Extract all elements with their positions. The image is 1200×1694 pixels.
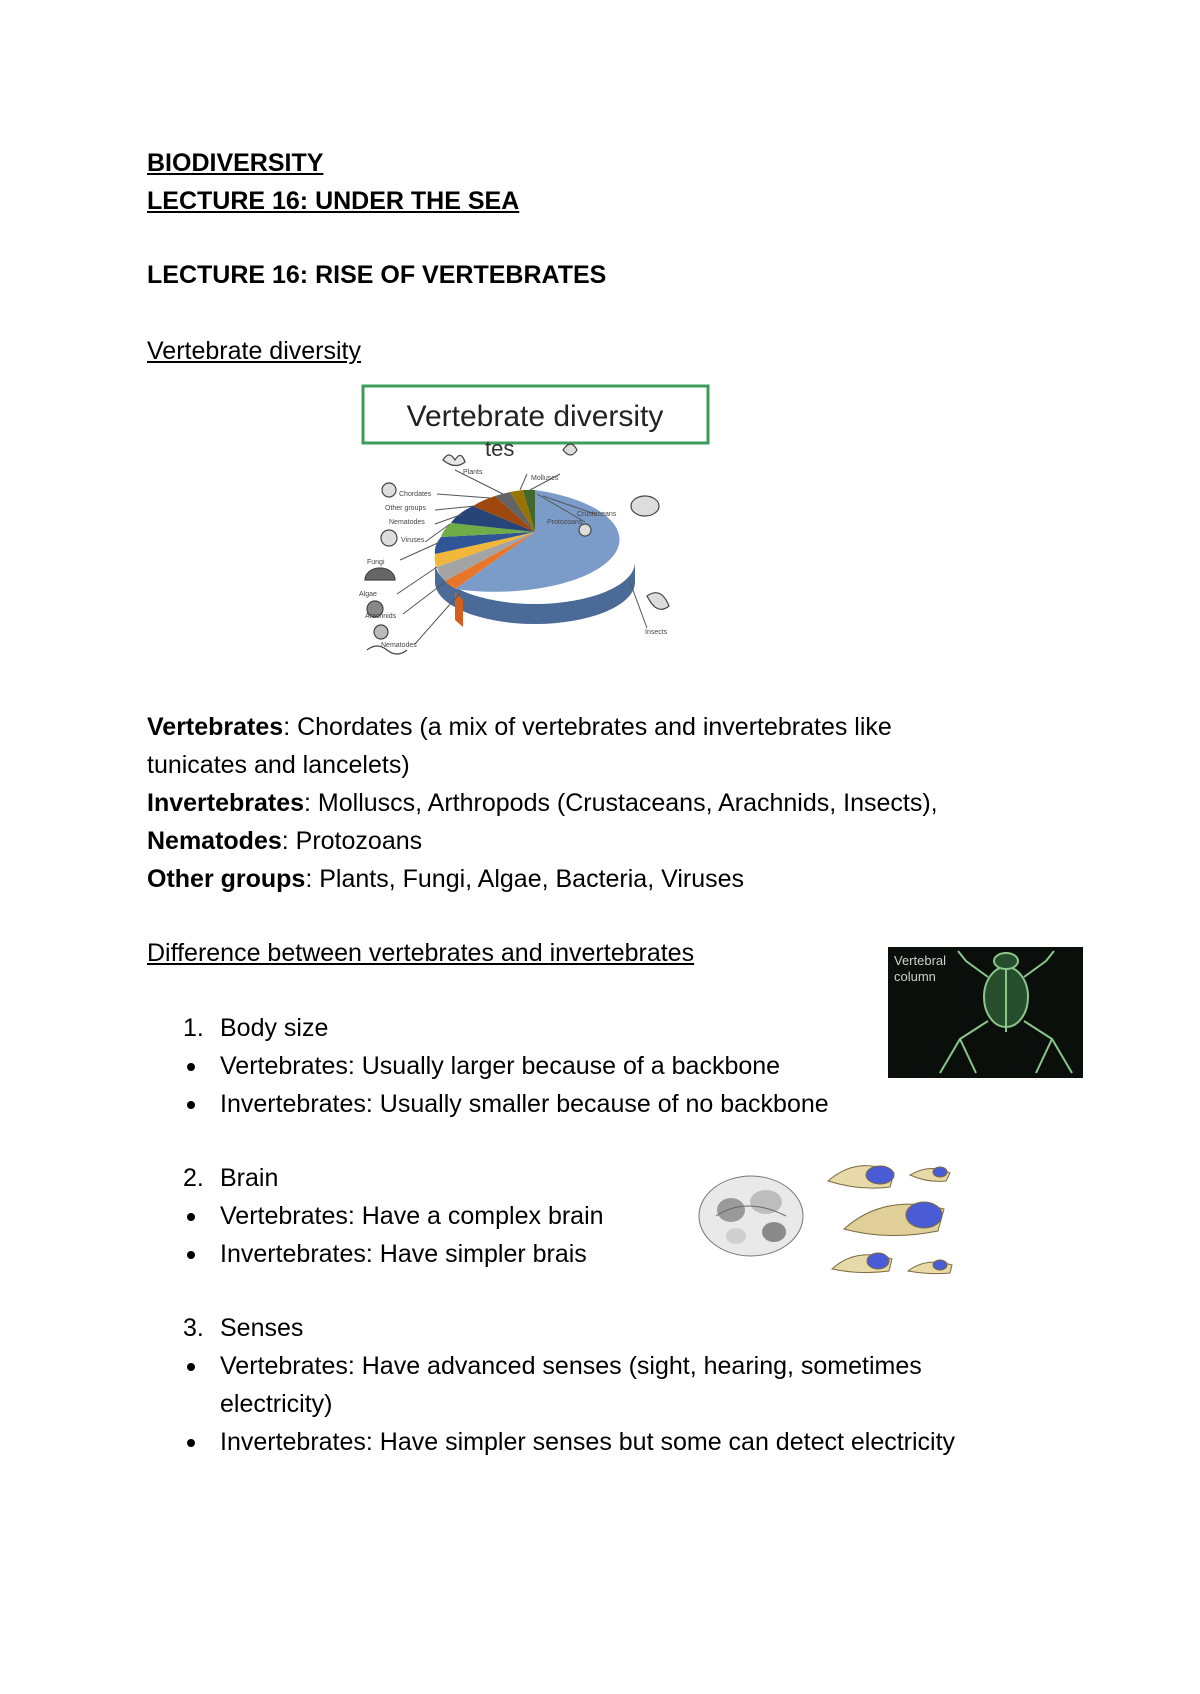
lecture-subtitle: LECTURE 16: UNDER THE SEA xyxy=(147,187,520,215)
vertebrate-diversity-figure xyxy=(355,382,715,667)
bullet-icon xyxy=(187,1363,195,1371)
bullet-icon xyxy=(187,1251,195,1259)
bullet-text: Vertebrates: Have a complex brain xyxy=(220,1202,604,1230)
label-plants: Plants xyxy=(463,469,483,476)
section-heading: LECTURE 16: RISE OF VERTEBRATES xyxy=(147,261,607,289)
group-term: Nematodes xyxy=(147,827,282,855)
label-crustaceans: Crustaceans xyxy=(577,511,617,518)
bullet-text: Vertebrates: Usually larger because of a backbone xyxy=(220,1052,781,1080)
bullet-icon xyxy=(187,1101,195,1109)
group-description: tunicates and lancelets) xyxy=(147,751,410,779)
bullet-text: Vertebrates: Have advanced senses (sight, hearing, sometimes xyxy=(220,1352,922,1380)
group-term: Other groups xyxy=(147,865,306,893)
group-line xyxy=(147,788,938,818)
group-description: : Plants, Fungi, Algae, Bacteria, Viruses xyxy=(305,865,745,893)
label-algae: Algae xyxy=(359,591,377,598)
group-description: : Protozoans xyxy=(281,827,423,855)
diversity-heading: Vertebrate diversity xyxy=(147,337,361,365)
section-title: Body size xyxy=(220,1014,329,1042)
label-chordates: Chordates xyxy=(399,491,432,498)
label-molluscs: Molluscs xyxy=(531,475,559,482)
section-number: 2. xyxy=(183,1164,204,1192)
difference-heading: Difference between vertebrates and invertebrates xyxy=(147,939,695,967)
bullet-icon xyxy=(187,1439,195,1447)
label-protozoans: Protozoans xyxy=(547,519,583,526)
group-line xyxy=(147,826,422,856)
label-insects: Insects xyxy=(645,629,668,636)
bullet-text: electricity) xyxy=(220,1390,333,1418)
bullet-text: Invertebrates: Have simpler senses but some can detect electricity xyxy=(220,1428,956,1456)
brain-diagram-image xyxy=(696,1170,806,1262)
group-term: Vertebrates xyxy=(147,713,284,741)
figure-partial-text: tes xyxy=(485,436,515,461)
group-line xyxy=(147,712,892,742)
group-line xyxy=(147,864,744,894)
xray-caption-line-1: Vertebral xyxy=(894,953,947,968)
brain-graphic xyxy=(696,1170,806,1262)
section-number: 3. xyxy=(183,1314,204,1342)
frog-skeleton-graphic xyxy=(888,947,1083,1078)
label-viruses: Viruses xyxy=(401,537,425,544)
label-nematodes-top: Nematodes xyxy=(389,519,425,526)
section-title: Brain xyxy=(220,1164,279,1192)
document-title: BIODIVERSITY xyxy=(147,149,324,177)
vertebral-column-xray-image xyxy=(888,947,1083,1078)
skulls-graphic xyxy=(824,1155,960,1285)
group-description: : Molluscs, Arthropods (Crustaceans, Arachnids, Insects), xyxy=(304,789,938,817)
section-number: 1. xyxy=(183,1014,204,1042)
figure-title: Vertebrate diversity xyxy=(406,400,664,433)
pie-chart-graphic xyxy=(355,382,715,667)
group-term: Invertebrates xyxy=(147,789,305,817)
xray-caption-line-2: column xyxy=(894,969,936,984)
bullet-text: Invertebrates: Have simpler brais xyxy=(220,1240,587,1268)
bullet-text: Invertebrates: Usually smaller because of no backbone xyxy=(220,1090,829,1118)
label-arachnids: Arachnids xyxy=(365,613,397,620)
label-fungi: Fungi xyxy=(367,559,385,566)
skull-comparison-image xyxy=(824,1155,960,1285)
group-line xyxy=(147,750,410,780)
label-other-groups: Other groups xyxy=(385,505,426,512)
bullet-icon xyxy=(187,1213,195,1221)
section-title: Senses xyxy=(220,1314,304,1342)
label-nematodes: Nematodes xyxy=(381,642,417,649)
group-description: : Chordates (a mix of vertebrates and invertebrates like xyxy=(283,713,892,741)
bullet-icon xyxy=(187,1063,195,1071)
